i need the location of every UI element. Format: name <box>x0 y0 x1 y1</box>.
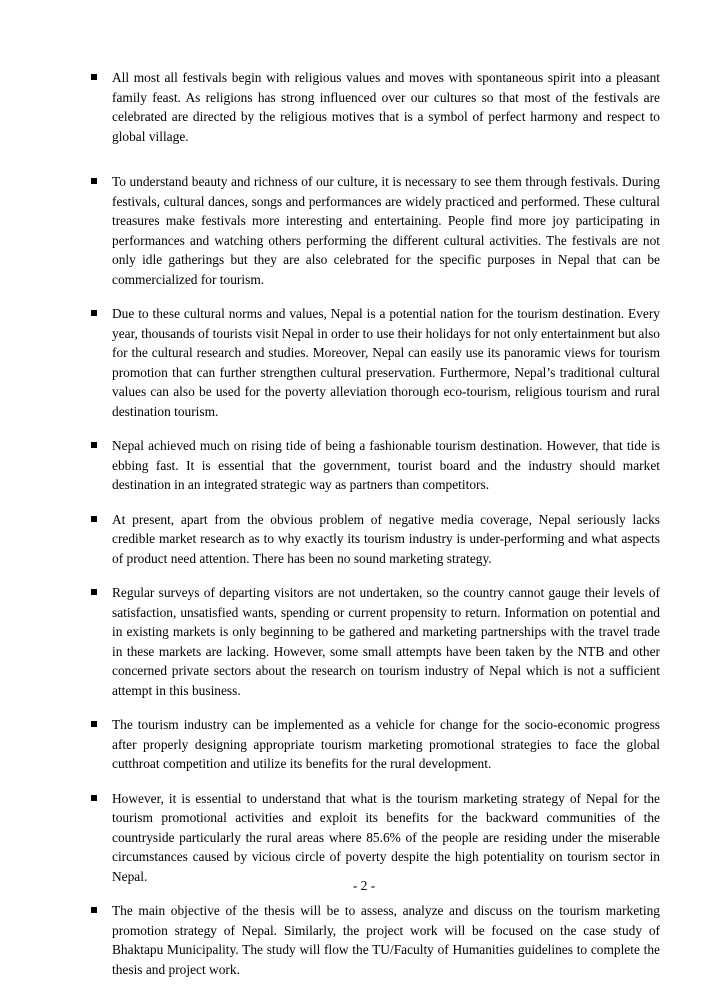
square-bullet-icon <box>91 795 97 801</box>
paragraph-text: To understand beauty and richness of our culture, it is necessary to see them through festivals. During festivals, cultural dances, songs and performances are widely practiced and performed. These cultural treasures make festivals more interesting and entertaining. People find more joy participating in performances and watching others performing the different cultural activities. The festivals are not only idle gatherings but they are also celebrated for the specific purposes in Nepal that can be commercialized for tourism. <box>112 174 660 287</box>
bullet-list <box>90 68 660 994</box>
list-item <box>90 510 660 569</box>
paragraph-text: The tourism industry can be implemented as a vehicle for change for the socio-economic progress after properly designing appropriate tourism marketing promotional strategies to face the global cutthroat competition and utilize its benefits for the rural development. <box>112 717 660 771</box>
list-item <box>90 304 660 421</box>
list-item <box>90 68 660 146</box>
square-bullet-icon <box>91 442 97 448</box>
list-item <box>90 715 660 774</box>
square-bullet-icon <box>91 310 97 316</box>
paragraph-text: Due to these cultural norms and values, Nepal is a potential nation for the tourism destination. Every year, thousands of tourists visit Nepal in order to use their holidays for not only entertainment but also for the cultural research and studies. Moreover, Nepal can easily use its panoramic views for tourism promotion that can further strengthen cultural preservation. Furthermore, Nepal’s traditional cultural values can also be used for the poverty alleviation thorough eco-tourism, religious tourism and rural destination tourism. <box>112 306 660 419</box>
list-item <box>90 583 660 700</box>
paragraph-text: However, it is essential to understand that what is the tourism marketing strategy of Nepal for the tourism promotional activities and exploit its benefits for the backward communities of the countryside particularly the rural areas where 85.6% of the people are residing under the miserable circumstances caused by vicious circle of poverty despite the high potentiality on tourism sector in Nepal. <box>112 790 660 884</box>
list-item <box>90 172 660 289</box>
list-item <box>90 789 660 887</box>
square-bullet-icon <box>91 516 97 522</box>
square-bullet-icon <box>91 178 97 184</box>
paragraph-text: All most all festivals begin with religious values and moves with spontaneous spirit into a pleasant family feast. As religions has strong influenced over our cultures so that most of the festivals are celebrated are directed by the religious motives that is a symbol of perfect harmony and respect to global village. <box>112 70 660 144</box>
square-bullet-icon <box>91 74 97 80</box>
paragraph-text: At present, apart from the obvious problem of negative media coverage, Nepal seriously lacks credible market research as to why exactly its tourism industry is under-performing and what aspects of product need attention. There has been no sound marketing strategy. <box>112 511 660 566</box>
paragraph-text: Regular surveys of departing visitors are not undertaken, so the country cannot gauge their levels of satisfaction, unsatisfied wants, spending or current propensity to return. Information on potential and in existing markets is only beginning to be gathered and marketing partnerships with the travel trade in these markets are lacking. However, some small attempts have been taken by the NTB and other concerned private sectors about the research on tourism industry of Nepal which is not a sufficient attempt in this business. <box>112 585 660 698</box>
list-item <box>90 436 660 495</box>
square-bullet-icon <box>91 721 97 727</box>
list-item <box>90 901 660 979</box>
paragraph-text: The main objective of the thesis will be to assess, analyze and discuss on the tourism marketing promotion strategy of Nepal. Similarly, the project work will be focused on the case study of Bhaktapu Municipality. The study will flow the TU/Faculty of Humanities guidelines to complete the thesis and project work. <box>112 903 660 977</box>
square-bullet-icon <box>91 589 97 595</box>
square-bullet-icon <box>91 907 97 913</box>
paragraph-text: Nepal achieved much on rising tide of being a fashionable tourism destination. However, that tide is ebbing fast. It is essential that the government, tourist board and the industry should market destination in an integrated strategic way as partners than competitors. <box>112 438 660 492</box>
page-number: - 2 - <box>352 878 376 893</box>
